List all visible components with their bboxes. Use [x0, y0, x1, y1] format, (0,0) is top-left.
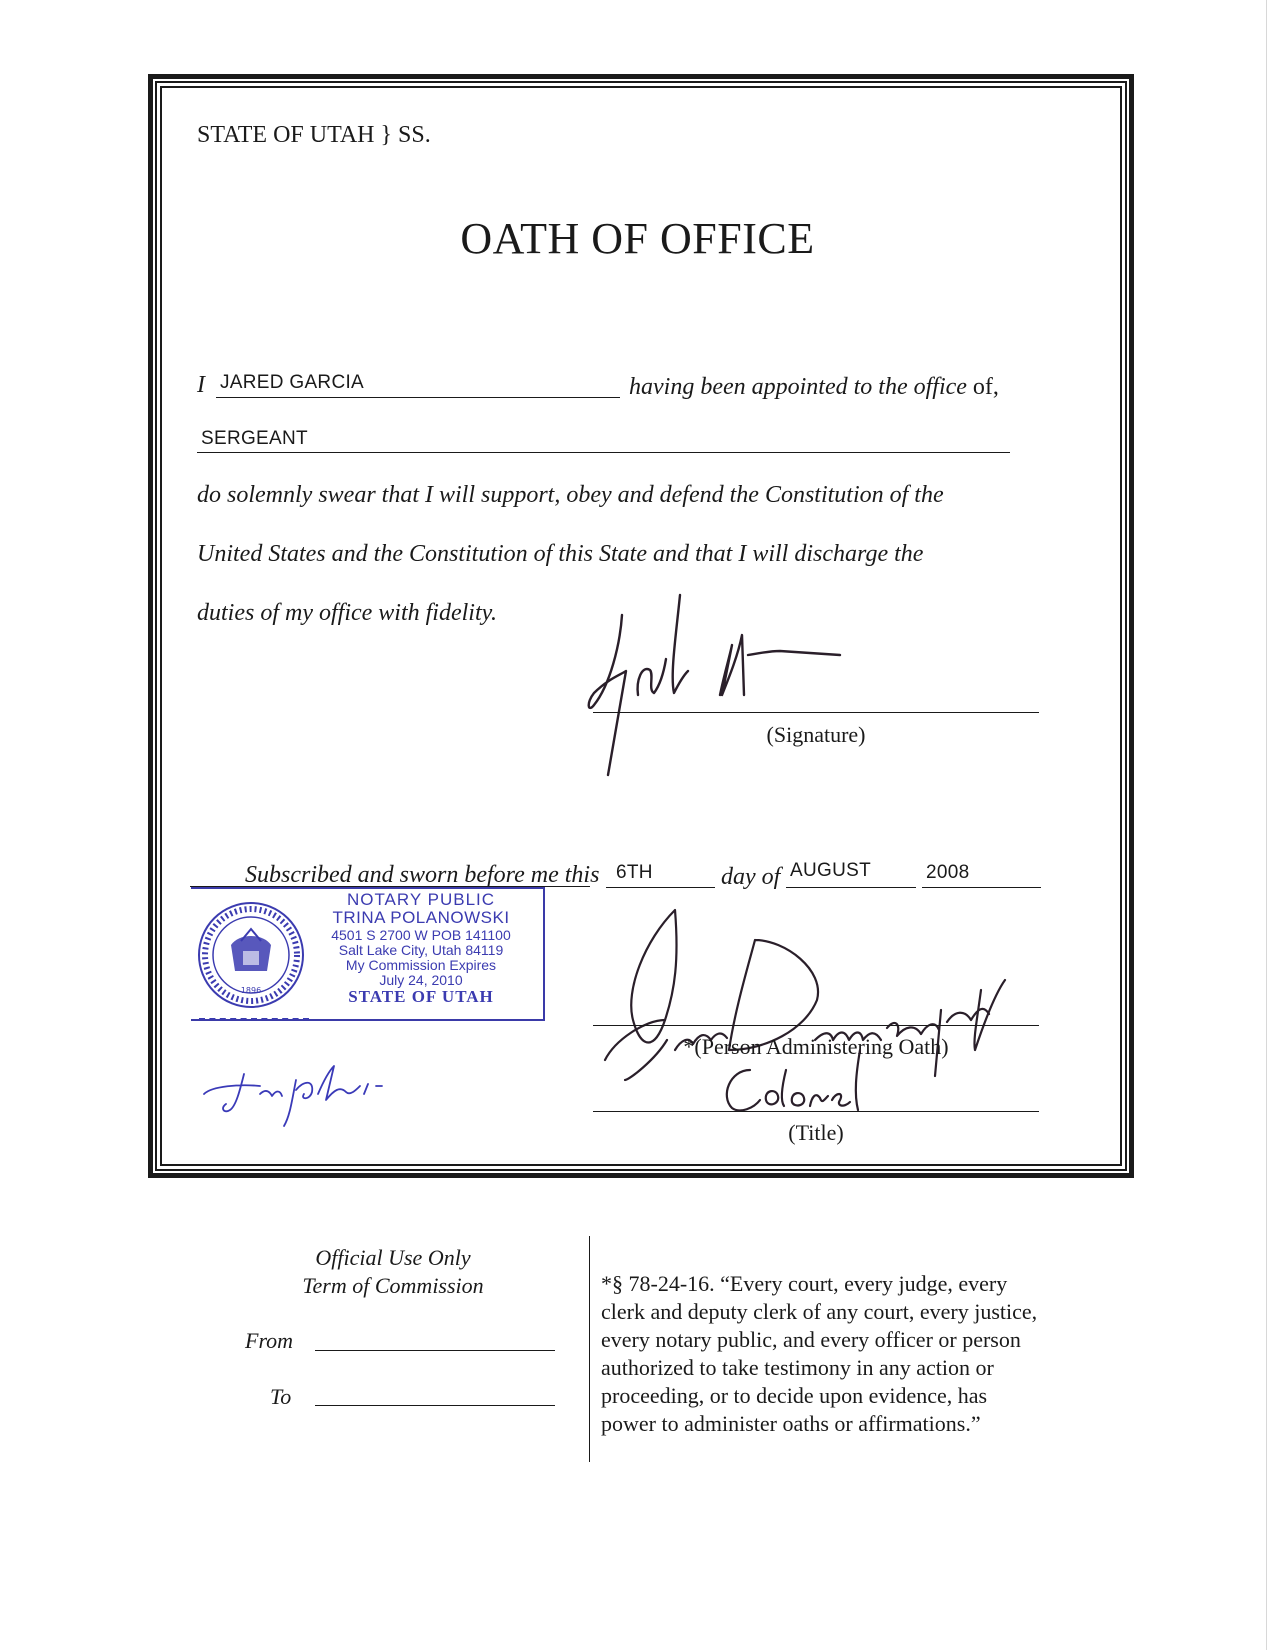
notary-stamp-text: [301, 891, 541, 1007]
notary-stamp-line-1: NOTARY PUBLIC: [346, 890, 496, 909]
sworn-month-field: AUGUST: [790, 860, 871, 881]
statute-line-5: proceeding, or to decide upon evidence, has: [601, 1383, 988, 1408]
title-underline: [593, 1111, 1039, 1112]
sworn-month-underline: [786, 887, 916, 888]
administrator-underline: [593, 1025, 1039, 1026]
to-label: To: [270, 1384, 292, 1409]
appointed-text-tail: of,: [966, 374, 999, 400]
office-field: SERGEANT: [201, 428, 308, 449]
sworn-year-field: 2008: [926, 862, 970, 883]
notary-stamp-line-6: July 24, 2010: [379, 972, 463, 989]
state-heading: STATE OF UTAH } SS.: [197, 122, 431, 148]
oath-text-line-1: do solemnly swear that I will support, obey and defend the Constitution of the: [197, 482, 944, 508]
notary-stamp-line-4: Salt Lake City, Utah 84119: [338, 941, 504, 958]
from-label: From: [245, 1328, 294, 1353]
to-underline: [315, 1405, 555, 1406]
oath-text-line-3: duties of my office with fidelity.: [197, 600, 497, 626]
appointed-text-italic: having been appointed to the office: [629, 374, 967, 400]
sworn-day-field: 6TH: [616, 862, 653, 883]
from-underline: [315, 1350, 555, 1351]
notary-stamp-line-7: STATE OF UTAH: [348, 987, 494, 1007]
notary-stamp-line-2: TRINA POLANOWSKI: [332, 908, 510, 928]
signature-caption: (Signature): [766, 722, 866, 747]
title-signature: [720, 1050, 920, 1120]
state-seal-icon: [191, 893, 311, 1013]
column-divider: [589, 1236, 590, 1462]
officer-name-underline: [216, 397, 620, 398]
appointed-text: [629, 374, 999, 401]
oath-pronoun: I: [197, 372, 205, 398]
sworn-day-of-text: day of: [721, 864, 781, 890]
statute-line-4: authorized to take testimony in any action or: [601, 1355, 994, 1380]
signature-underline: [593, 712, 1039, 713]
office-underline: [197, 452, 1010, 453]
administrator-caption: *(Person Administering Oath): [683, 1034, 949, 1059]
title-caption: (Title): [788, 1120, 844, 1145]
statute-line-6: power to administer oaths or affirmations.”: [601, 1411, 981, 1436]
sworn-lead-text: Subscribed and sworn before me this: [245, 862, 600, 888]
notary-stamp-line-3: 4501 S 2700 W POB 141100: [331, 926, 511, 943]
official-use-heading: Official Use Only: [315, 1245, 471, 1270]
statute-line-1: *§ 78-24-16. “Every court, every judge, every: [601, 1271, 1008, 1296]
document-title: OATH OF OFFICE: [460, 214, 815, 263]
sworn-day-underline: [606, 887, 715, 888]
term-of-commission-heading: Term of Commission: [302, 1273, 484, 1298]
seal-year: 1896: [240, 986, 262, 995]
oath-text-line-2: United States and the Constitution of this State and that I will discharge the: [197, 541, 924, 567]
notary-stamp: [191, 887, 545, 1021]
sworn-year-underline: [922, 887, 1041, 888]
statute-line-3: every notary public, and every officer or person: [601, 1327, 1021, 1352]
statute-text: [601, 1270, 1101, 1438]
notary-stamp-line-5: My Commission Expires: [345, 956, 497, 973]
stamp-dashed-rule: [199, 1018, 309, 1020]
statute-line-2: clerk and deputy clerk of any court, every justice,: [601, 1299, 1038, 1324]
officer-name-field: JARED GARCIA: [220, 372, 365, 393]
notary-signature: [200, 1050, 460, 1130]
